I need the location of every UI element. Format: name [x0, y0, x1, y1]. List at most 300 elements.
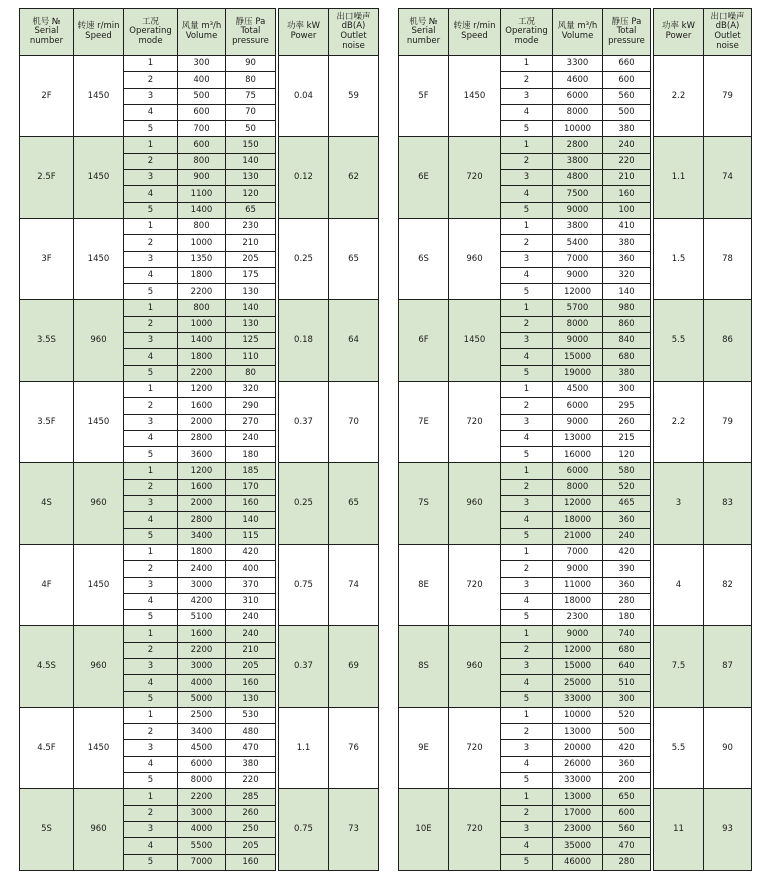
- operating-mode-cell: 5: [501, 528, 553, 544]
- serial-number-cell: 2F: [20, 56, 74, 137]
- total-pressure-cell: 840: [603, 333, 651, 349]
- operating-mode-cell: 3: [501, 170, 553, 186]
- header-speed-line: 转速 r/min: [77, 21, 120, 32]
- total-pressure-cell: 320: [226, 381, 276, 397]
- total-pressure-cell: 380: [603, 121, 651, 137]
- speed-cell: 1450: [449, 56, 501, 137]
- outlet-noise-cell: 70: [329, 381, 379, 462]
- header-total-pressure: [603, 9, 651, 56]
- volume-cell: 19000: [553, 365, 603, 381]
- volume-cell: 25000: [553, 675, 603, 691]
- volume-cell: 2500: [178, 707, 226, 723]
- volume-cell: 3800: [553, 153, 603, 169]
- header-outlet-noise-line: noise: [342, 40, 365, 51]
- volume-cell: 17000: [553, 805, 603, 821]
- power-cell: 0.37: [279, 381, 329, 462]
- speed-cell: 720: [449, 137, 501, 218]
- total-pressure-cell: 210: [226, 642, 276, 658]
- total-pressure-cell: 170: [226, 479, 276, 495]
- total-pressure-cell: 120: [603, 447, 651, 463]
- volume-cell: 1100: [178, 186, 226, 202]
- volume-cell: 1600: [178, 398, 226, 414]
- volume-cell: 3600: [178, 447, 226, 463]
- operating-mode-cell: 2: [501, 642, 553, 658]
- header-row: [399, 9, 752, 56]
- volume-cell: 2200: [178, 789, 226, 805]
- total-pressure-cell: 210: [603, 170, 651, 186]
- header-operating-mode-line: Operating: [129, 26, 172, 37]
- total-pressure-cell: 420: [226, 544, 276, 560]
- volume-cell: 2200: [178, 642, 226, 658]
- total-pressure-cell: 520: [603, 479, 651, 495]
- header-volume-line: Volume: [561, 31, 594, 41]
- volume-cell: 600: [178, 137, 226, 153]
- table-row: [399, 381, 752, 397]
- outlet-noise-cell: 64: [329, 300, 379, 381]
- power-cell: 0.12: [279, 137, 329, 218]
- operating-mode-cell: 5: [124, 854, 178, 870]
- operating-mode-cell: 2: [501, 561, 553, 577]
- power-cell: 1.1: [279, 707, 329, 788]
- header-operating-mode: [501, 9, 553, 56]
- header-outlet-noise: [329, 9, 379, 56]
- serial-number-cell: 8E: [399, 544, 449, 625]
- table-row: [20, 137, 379, 153]
- total-pressure-cell: 380: [603, 365, 651, 381]
- total-pressure-cell: 65: [226, 202, 276, 218]
- volume-cell: 12000: [553, 496, 603, 512]
- total-pressure-cell: 215: [603, 430, 651, 446]
- volume-cell: 8000: [178, 773, 226, 789]
- header-total-pressure-line: Total: [616, 26, 637, 37]
- volume-cell: 33000: [553, 773, 603, 789]
- operating-mode-cell: 1: [501, 137, 553, 153]
- total-pressure-cell: 180: [603, 610, 651, 626]
- header-operating-mode-line: 工况: [517, 16, 535, 27]
- volume-cell: 1400: [178, 202, 226, 218]
- volume-cell: 20000: [553, 740, 603, 756]
- volume-cell: 15000: [553, 349, 603, 365]
- header-row: [20, 9, 379, 56]
- outlet-noise-cell: 74: [329, 544, 379, 625]
- operating-mode-cell: 2: [501, 316, 553, 332]
- volume-cell: 18000: [553, 593, 603, 609]
- speed-cell: 1450: [74, 137, 124, 218]
- volume-cell: 1350: [178, 251, 226, 267]
- serial-number-cell: 5F: [399, 56, 449, 137]
- speed-cell: 1450: [74, 218, 124, 299]
- operating-mode-cell: 1: [124, 218, 178, 234]
- power-cell: 5.5: [654, 707, 704, 788]
- power-cell: 4: [654, 544, 704, 625]
- outlet-noise-cell: 83: [704, 463, 752, 544]
- outlet-noise-cell: 59: [329, 56, 379, 137]
- outlet-noise-cell: 93: [704, 789, 752, 870]
- volume-cell: 400: [178, 72, 226, 88]
- operating-mode-cell: 4: [124, 675, 178, 691]
- operating-mode-cell: 5: [124, 365, 178, 381]
- operating-mode-cell: 2: [124, 479, 178, 495]
- volume-cell: 2800: [553, 137, 603, 153]
- total-pressure-cell: 600: [603, 72, 651, 88]
- outlet-noise-cell: 79: [704, 56, 752, 137]
- total-pressure-cell: 80: [226, 72, 276, 88]
- table-row: [399, 56, 752, 72]
- total-pressure-cell: 580: [603, 463, 651, 479]
- header-total-pressure-line: Total: [240, 26, 261, 37]
- total-pressure-cell: 260: [226, 805, 276, 821]
- operating-mode-cell: 1: [501, 789, 553, 805]
- total-pressure-cell: 50: [226, 121, 276, 137]
- operating-mode-cell: 4: [124, 186, 178, 202]
- outlet-noise-cell: 87: [704, 626, 752, 707]
- serial-number-cell: 2.5F: [20, 137, 74, 218]
- operating-mode-cell: 3: [501, 88, 553, 104]
- header-total-pressure-line: pressure: [608, 35, 645, 46]
- speed-cell: 720: [449, 789, 501, 870]
- outlet-noise-cell: 65: [329, 218, 379, 299]
- total-pressure-cell: 320: [603, 267, 651, 283]
- volume-cell: 3300: [553, 56, 603, 72]
- total-pressure-cell: 240: [226, 430, 276, 446]
- serial-number-cell: 6F: [399, 300, 449, 381]
- operating-mode-cell: 5: [124, 610, 178, 626]
- operating-mode-cell: 5: [501, 854, 553, 870]
- header-serial-number-line: 机号 №: [409, 16, 438, 27]
- volume-cell: 3000: [178, 805, 226, 821]
- header-serial-number: [399, 9, 449, 56]
- power-cell: 3: [654, 463, 704, 544]
- volume-cell: 7000: [553, 251, 603, 267]
- operating-mode-cell: 3: [501, 577, 553, 593]
- total-pressure-cell: 680: [603, 642, 651, 658]
- table-row: [20, 544, 379, 560]
- total-pressure-cell: 160: [226, 854, 276, 870]
- operating-mode-cell: 2: [124, 235, 178, 251]
- volume-cell: 11000: [553, 577, 603, 593]
- speed-cell: 1450: [74, 56, 124, 137]
- volume-cell: 12000: [553, 642, 603, 658]
- volume-cell: 13000: [553, 724, 603, 740]
- power-cell: 2.2: [654, 381, 704, 462]
- volume-cell: 2200: [178, 284, 226, 300]
- outlet-noise-cell: 82: [704, 544, 752, 625]
- volume-cell: 3400: [178, 724, 226, 740]
- table-row: [399, 544, 752, 560]
- header-outlet-noise-line: Outlet: [340, 31, 367, 41]
- operating-mode-cell: 5: [124, 121, 178, 137]
- volume-cell: 9000: [553, 626, 603, 642]
- header-serial-number-line: number: [406, 35, 441, 46]
- total-pressure-cell: 240: [603, 137, 651, 153]
- total-pressure-cell: 140: [226, 153, 276, 169]
- volume-cell: 1000: [178, 235, 226, 251]
- header-outlet-noise-line: noise: [716, 40, 739, 51]
- volume-cell: 12000: [553, 284, 603, 300]
- total-pressure-cell: 400: [226, 561, 276, 577]
- header-operating-mode-line: mode: [138, 35, 163, 46]
- header-serial-number-line: Serial: [34, 26, 59, 37]
- total-pressure-cell: 180: [226, 447, 276, 463]
- volume-cell: 600: [178, 104, 226, 120]
- volume-cell: 2800: [178, 430, 226, 446]
- header-speed-line: 转速 r/min: [453, 21, 496, 32]
- serial-number-cell: 5S: [20, 789, 74, 870]
- total-pressure-cell: 260: [603, 414, 651, 430]
- total-pressure-cell: 120: [226, 186, 276, 202]
- serial-number-cell: 3.5S: [20, 300, 74, 381]
- total-pressure-cell: 250: [226, 821, 276, 837]
- volume-cell: 2000: [178, 496, 226, 512]
- operating-mode-cell: 2: [124, 724, 178, 740]
- volume-cell: 1800: [178, 544, 226, 560]
- table-row: [399, 789, 752, 805]
- total-pressure-cell: 285: [226, 789, 276, 805]
- volume-cell: 9000: [553, 414, 603, 430]
- total-pressure-cell: 125: [226, 333, 276, 349]
- power-cell: 1.5: [654, 218, 704, 299]
- total-pressure-cell: 740: [603, 626, 651, 642]
- total-pressure-cell: 100: [603, 202, 651, 218]
- total-pressure-cell: 420: [603, 544, 651, 560]
- outlet-noise-cell: 62: [329, 137, 379, 218]
- volume-cell: 33000: [553, 691, 603, 707]
- header-outlet-noise-line: 出口噪声: [336, 11, 371, 22]
- speed-cell: 960: [74, 463, 124, 544]
- operating-mode-cell: 2: [124, 153, 178, 169]
- volume-cell: 4000: [178, 821, 226, 837]
- operating-mode-cell: 3: [124, 414, 178, 430]
- table-row: [20, 789, 379, 805]
- header-volume-line: 风量 m³/h: [181, 21, 222, 32]
- volume-cell: 1600: [178, 479, 226, 495]
- total-pressure-cell: 480: [226, 724, 276, 740]
- total-pressure-cell: 410: [603, 218, 651, 234]
- operating-mode-cell: 2: [124, 398, 178, 414]
- operating-mode-cell: 3: [124, 496, 178, 512]
- total-pressure-cell: 220: [603, 153, 651, 169]
- serial-number-cell: 10E: [399, 789, 449, 870]
- total-pressure-cell: 560: [603, 821, 651, 837]
- total-pressure-cell: 130: [226, 284, 276, 300]
- outlet-noise-cell: 65: [329, 463, 379, 544]
- table-row: [399, 707, 752, 723]
- total-pressure-cell: 130: [226, 170, 276, 186]
- operating-mode-cell: 5: [124, 202, 178, 218]
- total-pressure-cell: 680: [603, 349, 651, 365]
- total-pressure-cell: 130: [226, 316, 276, 332]
- operating-mode-cell: 5: [501, 773, 553, 789]
- operating-mode-cell: 1: [124, 300, 178, 316]
- volume-cell: 9000: [553, 267, 603, 283]
- header-serial-number-line: 机号 №: [32, 16, 61, 27]
- volume-cell: 10000: [553, 707, 603, 723]
- volume-cell: 7000: [553, 544, 603, 560]
- total-pressure-cell: 640: [603, 658, 651, 674]
- total-pressure-cell: 510: [603, 675, 651, 691]
- volume-cell: 15000: [553, 658, 603, 674]
- total-pressure-cell: 530: [226, 707, 276, 723]
- volume-cell: 3000: [178, 577, 226, 593]
- operating-mode-cell: 4: [501, 349, 553, 365]
- volume-cell: 5700: [553, 300, 603, 316]
- total-pressure-cell: 140: [226, 300, 276, 316]
- operating-mode-cell: 1: [501, 707, 553, 723]
- serial-number-cell: 6E: [399, 137, 449, 218]
- volume-cell: 3400: [178, 528, 226, 544]
- operating-mode-cell: 4: [124, 430, 178, 446]
- total-pressure-cell: 240: [226, 610, 276, 626]
- table-row: [20, 626, 379, 642]
- header-serial-number-line: Serial: [411, 26, 436, 37]
- outlet-noise-cell: 76: [329, 707, 379, 788]
- total-pressure-cell: 160: [603, 186, 651, 202]
- operating-mode-cell: 1: [124, 626, 178, 642]
- volume-cell: 300: [178, 56, 226, 72]
- operating-mode-cell: 5: [124, 447, 178, 463]
- operating-mode-cell: 2: [501, 805, 553, 821]
- total-pressure-cell: 360: [603, 251, 651, 267]
- header-speed-line: Speed: [461, 31, 488, 41]
- serial-number-cell: 3.5F: [20, 381, 74, 462]
- power-cell: 2.2: [654, 56, 704, 137]
- volume-cell: 4600: [553, 72, 603, 88]
- volume-cell: 900: [178, 170, 226, 186]
- table-row: [399, 218, 752, 234]
- volume-cell: 13000: [553, 789, 603, 805]
- operating-mode-cell: 1: [124, 707, 178, 723]
- volume-cell: 26000: [553, 756, 603, 772]
- volume-cell: 1600: [178, 626, 226, 642]
- total-pressure-cell: 370: [226, 577, 276, 593]
- volume-cell: 1200: [178, 463, 226, 479]
- header-serial-number: [20, 9, 74, 56]
- speed-cell: 960: [74, 300, 124, 381]
- total-pressure-cell: 240: [226, 626, 276, 642]
- total-pressure-cell: 280: [603, 593, 651, 609]
- total-pressure-cell: 520: [603, 707, 651, 723]
- power-cell: 11: [654, 789, 704, 870]
- operating-mode-cell: 5: [124, 528, 178, 544]
- operating-mode-cell: 3: [124, 333, 178, 349]
- speed-cell: 960: [74, 789, 124, 870]
- volume-cell: 1400: [178, 333, 226, 349]
- operating-mode-cell: 1: [501, 544, 553, 560]
- outlet-noise-cell: 79: [704, 381, 752, 462]
- serial-number-cell: 7S: [399, 463, 449, 544]
- operating-mode-cell: 1: [501, 56, 553, 72]
- operating-mode-cell: 3: [124, 88, 178, 104]
- total-pressure-cell: 470: [226, 740, 276, 756]
- operating-mode-cell: 5: [501, 691, 553, 707]
- volume-cell: 16000: [553, 447, 603, 463]
- volume-cell: 4500: [553, 381, 603, 397]
- table-row: [20, 707, 379, 723]
- volume-cell: 700: [178, 121, 226, 137]
- operating-mode-cell: 4: [501, 838, 553, 854]
- serial-number-cell: 4.5F: [20, 707, 74, 788]
- volume-cell: 21000: [553, 528, 603, 544]
- volume-cell: 800: [178, 218, 226, 234]
- outlet-noise-cell: 78: [704, 218, 752, 299]
- table-row: [20, 218, 379, 234]
- total-pressure-cell: 130: [226, 691, 276, 707]
- header-power-line: Power: [665, 31, 692, 41]
- total-pressure-cell: 270: [226, 414, 276, 430]
- total-pressure-cell: 175: [226, 267, 276, 283]
- volume-cell: 35000: [553, 838, 603, 854]
- table-row: [399, 626, 752, 642]
- volume-cell: 500: [178, 88, 226, 104]
- total-pressure-cell: 205: [226, 658, 276, 674]
- operating-mode-cell: 3: [124, 251, 178, 267]
- total-pressure-cell: 380: [603, 235, 651, 251]
- operating-mode-cell: 3: [124, 740, 178, 756]
- total-pressure-cell: 465: [603, 496, 651, 512]
- volume-cell: 1800: [178, 349, 226, 365]
- total-pressure-cell: 360: [603, 512, 651, 528]
- total-pressure-cell: 290: [226, 398, 276, 414]
- serial-number-cell: 8S: [399, 626, 449, 707]
- table-row: [399, 137, 752, 153]
- power-cell: 0.25: [279, 463, 329, 544]
- operating-mode-cell: 4: [124, 838, 178, 854]
- volume-cell: 9000: [553, 333, 603, 349]
- operating-mode-cell: 3: [501, 740, 553, 756]
- power-cell: 0.04: [279, 56, 329, 137]
- power-cell: 0.75: [279, 789, 329, 870]
- total-pressure-cell: 300: [603, 381, 651, 397]
- volume-cell: 3800: [553, 218, 603, 234]
- fan-spec-table-right: [398, 8, 752, 871]
- header-total-pressure-line: pressure: [232, 35, 269, 46]
- total-pressure-cell: 150: [226, 137, 276, 153]
- header-operating-mode-line: mode: [514, 35, 539, 46]
- serial-number-cell: 4F: [20, 544, 74, 625]
- speed-cell: 960: [449, 218, 501, 299]
- operating-mode-cell: 4: [501, 186, 553, 202]
- header-operating-mode-line: Operating: [505, 26, 548, 37]
- header-total-pressure-line: 静压 Pa: [235, 16, 266, 27]
- total-pressure-cell: 310: [226, 593, 276, 609]
- operating-mode-cell: 4: [124, 267, 178, 283]
- outlet-noise-cell: 90: [704, 707, 752, 788]
- total-pressure-cell: 860: [603, 316, 651, 332]
- serial-number-cell: 4S: [20, 463, 74, 544]
- table-row: [20, 56, 379, 72]
- volume-cell: 5500: [178, 838, 226, 854]
- total-pressure-cell: 420: [603, 740, 651, 756]
- operating-mode-cell: 2: [501, 72, 553, 88]
- total-pressure-cell: 980: [603, 300, 651, 316]
- speed-cell: 720: [449, 544, 501, 625]
- power-cell: 0.25: [279, 218, 329, 299]
- total-pressure-cell: 185: [226, 463, 276, 479]
- total-pressure-cell: 70: [226, 104, 276, 120]
- volume-cell: 5400: [553, 235, 603, 251]
- operating-mode-cell: 3: [124, 170, 178, 186]
- fan-spec-table-left: [19, 8, 379, 871]
- operating-mode-cell: 3: [501, 821, 553, 837]
- total-pressure-cell: 160: [226, 496, 276, 512]
- table-row: [399, 300, 752, 316]
- serial-number-cell: 3F: [20, 218, 74, 299]
- operating-mode-cell: 5: [501, 121, 553, 137]
- volume-cell: 9000: [553, 561, 603, 577]
- operating-mode-cell: 1: [501, 381, 553, 397]
- header-outlet-noise-line: 出口噪声: [710, 11, 745, 22]
- header-volume: [553, 9, 603, 56]
